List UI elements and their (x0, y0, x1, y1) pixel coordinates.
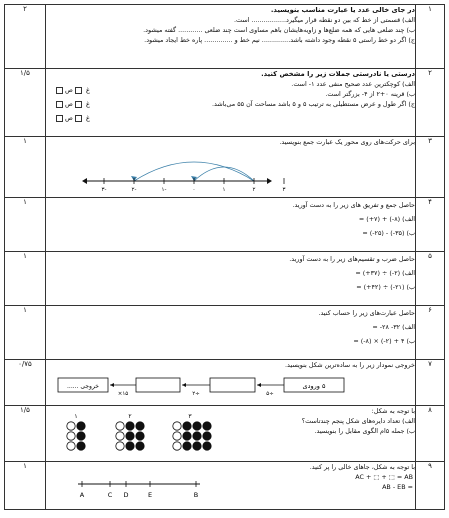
question-line: ب) قرینه ۰+۲ از ۴- بزرگتر است. (325, 90, 415, 98)
empty-circle (173, 422, 181, 430)
checkbox[interactable] (56, 115, 63, 122)
filled-circle (203, 432, 211, 440)
filled-circle (126, 442, 134, 450)
question-content (46, 406, 416, 462)
empty-circle (173, 442, 181, 450)
segment-point-label: E (147, 491, 153, 499)
math-expression: AB - EB = (382, 483, 413, 491)
empty-circle (67, 442, 75, 450)
filled-circle (183, 442, 191, 450)
axis-tick-label: ۲ (252, 187, 256, 193)
segment-diagram (70, 472, 210, 506)
question-content (46, 198, 416, 252)
number-line (76, 147, 286, 193)
question-score: ۱/۵ (5, 406, 46, 462)
filled-circle (77, 422, 85, 430)
checkbox[interactable] (56, 101, 63, 108)
circle-pattern (60, 410, 220, 458)
question-content (46, 360, 416, 406)
question-row-8 (5, 406, 445, 462)
question-text: حاصل ضرب و تقسیم‌های زیر را به دست آورید. (289, 255, 415, 263)
checkbox[interactable] (75, 87, 82, 94)
filled-circle (136, 422, 144, 430)
axis-tick-label: ۳ (282, 187, 286, 193)
axis-tick-label: -۳ (101, 187, 107, 193)
segment-point-label: C (107, 491, 113, 499)
filled-circle (203, 422, 211, 430)
question-line: الف) کوچکترین عدد صحیح منفی عدد ۱- است. (291, 80, 415, 88)
empty-circle (116, 432, 124, 440)
filled-circle (193, 422, 201, 430)
empty-circle (116, 442, 124, 450)
question-number: ۴ (416, 198, 445, 252)
question-row-7 (5, 360, 445, 406)
segment-point-label: A (79, 491, 85, 499)
empty-circle (67, 422, 75, 430)
axis-tick-label: -۲ (131, 187, 137, 193)
question-score: ۱ (5, 137, 46, 198)
true-label: ص (65, 100, 73, 108)
question-number: ۶ (416, 306, 445, 360)
math-expression: ب) ۴ + (۲-) × (۸-) = (353, 337, 415, 345)
question-text: حاصل عبارت‌های زیر را حساب کنید. (318, 309, 415, 317)
filled-circle (193, 432, 201, 440)
question-content (46, 137, 416, 198)
output-label: خروجی ...... (67, 383, 99, 390)
question-row-4 (5, 198, 445, 252)
exam-table (4, 4, 445, 510)
question-line: ب) چند ضلعی هایی که همه ضلع‌ها و زاویه‌هایشان باهم مساوی است چند ضلعی ............ گفته میشود. (143, 26, 415, 34)
segment-point-label: D (123, 491, 129, 499)
question-line: با توجه به شکل: (371, 407, 415, 415)
question-row-9 (5, 462, 445, 510)
true-false-choice (54, 113, 90, 123)
question-score: ۱ (5, 306, 46, 360)
checkbox[interactable] (75, 115, 82, 122)
question-number: ۲ (416, 69, 445, 137)
question-content (46, 69, 416, 137)
question-number: ۱ (416, 5, 445, 69)
filled-circle (126, 422, 134, 430)
filled-circle (77, 442, 85, 450)
question-line: ج) اگر دو خط راستی ۵ نقطه وجود داشته باشد.............. نیم خط و .............. پاره خط ایجاد میشود. (144, 36, 415, 44)
question-line: الف) قسمتی از خط که بین دو نقطه قرار میگیرد................. است. (234, 16, 415, 24)
math-expression: AC + ⬚ + ⬚ = AB (355, 473, 413, 481)
false-label: غ (85, 100, 90, 108)
empty-circle (67, 432, 75, 440)
question-content (46, 462, 416, 510)
input-label: ۵ ورودی (302, 382, 326, 390)
question-line: ب) جمله ۵ام الگوی مقابل را بنویسید. (314, 427, 415, 435)
true-label: ص (65, 114, 73, 122)
checkbox[interactable] (56, 87, 63, 94)
filled-circle (136, 432, 144, 440)
question-number: ۳ (416, 137, 445, 198)
filled-circle (77, 432, 85, 440)
axis-tick-label: ۱ (222, 187, 226, 193)
false-label: غ (85, 86, 90, 94)
axis-tick-label: -۱ (161, 187, 167, 193)
true-false-choice (54, 85, 90, 95)
question-number: ۵ (416, 252, 445, 306)
figure-label: ۲ (128, 413, 132, 420)
axis-tick-label: ۰ (192, 187, 196, 193)
figure-label: ۳ (188, 413, 192, 420)
question-text: با توجه به شکل، جاهای خالی را پر کنید. (309, 463, 415, 471)
question-text: حاصل جمع و تفریق های زیر را به دست آورید. (292, 201, 415, 209)
math-expression: الف) ۳۲- ۲۸- = (372, 323, 415, 331)
true-false-choice (54, 99, 90, 109)
operation-label: ÷۲ (192, 391, 200, 397)
empty-circle (116, 422, 124, 430)
question-score: ۱ (5, 252, 46, 306)
question-content (46, 5, 416, 69)
question-row-6 (5, 306, 445, 360)
empty-circle (173, 432, 181, 440)
operation-label: ۱۵× (117, 391, 129, 397)
question-score: ۱ (5, 198, 46, 252)
question-row-3 (5, 137, 445, 198)
filled-circle (193, 442, 201, 450)
math-expression: الف) (۲-) ÷ (۳۷+) = (355, 269, 415, 277)
question-title: در جای خالی عدد یا عبارت مناسب بنویسید. (270, 6, 415, 14)
true-label: ص (65, 86, 73, 94)
question-score: ۰/۷۵ (5, 360, 46, 406)
figure-label: ۱ (74, 413, 78, 420)
false-label: غ (85, 114, 90, 122)
question-text: خروجی نمودار زیر را به ساده‌ترین شکل بنویسید. (285, 361, 415, 369)
question-score: ۱ (5, 462, 46, 510)
checkbox[interactable] (75, 101, 82, 108)
question-line: ج) اگر طول و عرض مستطیلی به ترتیب ۵ و ۵ باشد مساحت آن ۵۵ می‌باشد. (211, 100, 415, 108)
math-expression: ب) (۳۵-) - (۲۵-) = (362, 229, 415, 237)
filled-circle (203, 442, 211, 450)
question-title: درستی یا نادرستی جملات زیر را مشخص کنید. (261, 70, 415, 78)
question-score: ۲ (5, 5, 46, 69)
filled-circle (126, 432, 134, 440)
filled-circle (136, 442, 144, 450)
filled-circle (183, 422, 191, 430)
question-content (46, 252, 416, 306)
math-expression: ب) (۲۱-) ÷ (۴۲+) = (356, 283, 415, 291)
math-expression: الف) (۸-) + (۷+) = (358, 215, 415, 223)
question-number: ۷ (416, 360, 445, 406)
question-line: الف) تعداد دایره‌های شکل پنجم چندتاست؟ (301, 417, 415, 425)
question-row-5 (5, 252, 445, 306)
question-number: ۸ (416, 406, 445, 462)
question-row-1 (5, 5, 445, 69)
question-content (46, 306, 416, 360)
flow-diagram (52, 373, 402, 403)
operation-label: ÷۵ (266, 391, 274, 397)
filled-circle (183, 432, 191, 440)
segment-point-label: B (193, 491, 199, 499)
question-text: برای حرکت‌های روی محور یک عبارت جمع بنویسید. (279, 138, 415, 146)
question-number: ۹ (416, 462, 445, 510)
question-row-2 (5, 69, 445, 137)
question-score: ۱/۵ (5, 69, 46, 137)
